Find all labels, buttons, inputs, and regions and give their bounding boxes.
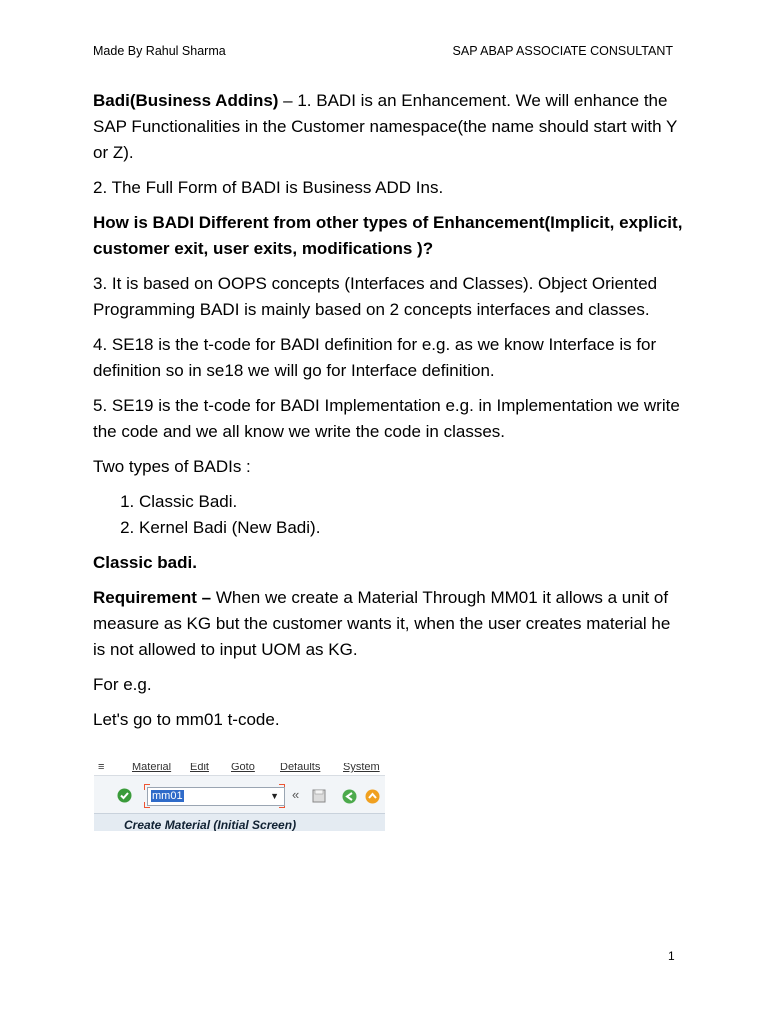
- tcode-input[interactable]: [147, 787, 285, 806]
- menu-goto[interactable]: Goto: [231, 763, 255, 773]
- paragraph-2: 2. The Full Form of BADI is Business ADD Ins.: [93, 178, 444, 197]
- collapse-icon[interactable]: «: [292, 787, 300, 802]
- requirement-label: Requirement –: [93, 588, 212, 607]
- classic-badi-heading: Classic badi.: [93, 553, 197, 572]
- chevron-down-icon[interactable]: ▼: [270, 791, 279, 801]
- lets-go-text: Let's go to mm01 t-code.: [93, 710, 280, 729]
- sap-screenshot: [94, 763, 385, 831]
- list-item: 1. Classic Badi.: [139, 489, 683, 515]
- badi-types-list: [93, 489, 683, 541]
- header-title: SAP ABAP ASSOCIATE CONSULTANT: [452, 44, 673, 58]
- menu-system[interactable]: System: [343, 763, 380, 773]
- question-heading: How is BADI Different from other types of Enhancement(Implicit, explicit, customer exit, user exits, modifications )?: [93, 213, 683, 258]
- types-intro: Two types of BADIs :: [93, 457, 251, 476]
- menu-defaults[interactable]: Defaults: [280, 763, 321, 773]
- header-author: Made By Rahul Sharma: [93, 44, 226, 58]
- back-icon[interactable]: [342, 789, 357, 804]
- menu-material[interactable]: Material: [132, 763, 172, 773]
- document-body: [93, 88, 683, 742]
- paragraph-1-text: – 1. BADI is an Enhancement. We will enhance the SAP Functionalities in the Customer namespace(the name should start with Y or Z).: [93, 91, 677, 162]
- list-item: 2. Kernel Badi (New Badi).: [139, 515, 683, 541]
- requirement-text: When we create a Material Through MM01 it allows a unit of measure as KG but the customer wants it, when the user creates material he is not allowed to input UOM as KG.: [93, 588, 671, 659]
- enter-check-icon[interactable]: [117, 788, 132, 803]
- menu-icon: ≡: [98, 763, 105, 773]
- sap-toolbar: [94, 775, 385, 814]
- save-icon[interactable]: [312, 789, 326, 803]
- paragraph-1: [93, 88, 683, 166]
- sap-menubar: [94, 763, 385, 775]
- paragraph-5: 5. SE19 is the t-code for BADI Implementation e.g. in Implementation we write the code and we all know we write the code in classes.: [93, 396, 680, 441]
- for-example: For e.g.: [93, 675, 152, 694]
- badi-term: Badi(Business Addins): [93, 91, 279, 110]
- exit-icon[interactable]: [365, 789, 380, 804]
- paragraph-4: 4. SE18 is the t-code for BADI definition for e.g. as we know Interface is for definition so in se18 we will go for Interface definition.: [93, 335, 657, 380]
- screen-title: Create Material (Initial Screen): [94, 813, 385, 831]
- paragraph-3: 3. It is based on OOPS concepts (Interfaces and Classes). Object Oriented Programming BADI is mainly based on 2 concepts interfaces and classes.: [93, 274, 658, 319]
- page-number: 1: [668, 949, 675, 963]
- menu-edit[interactable]: Edit: [190, 763, 209, 773]
- tcode-value: mm01: [152, 790, 183, 802]
- requirement-paragraph: [93, 585, 683, 663]
